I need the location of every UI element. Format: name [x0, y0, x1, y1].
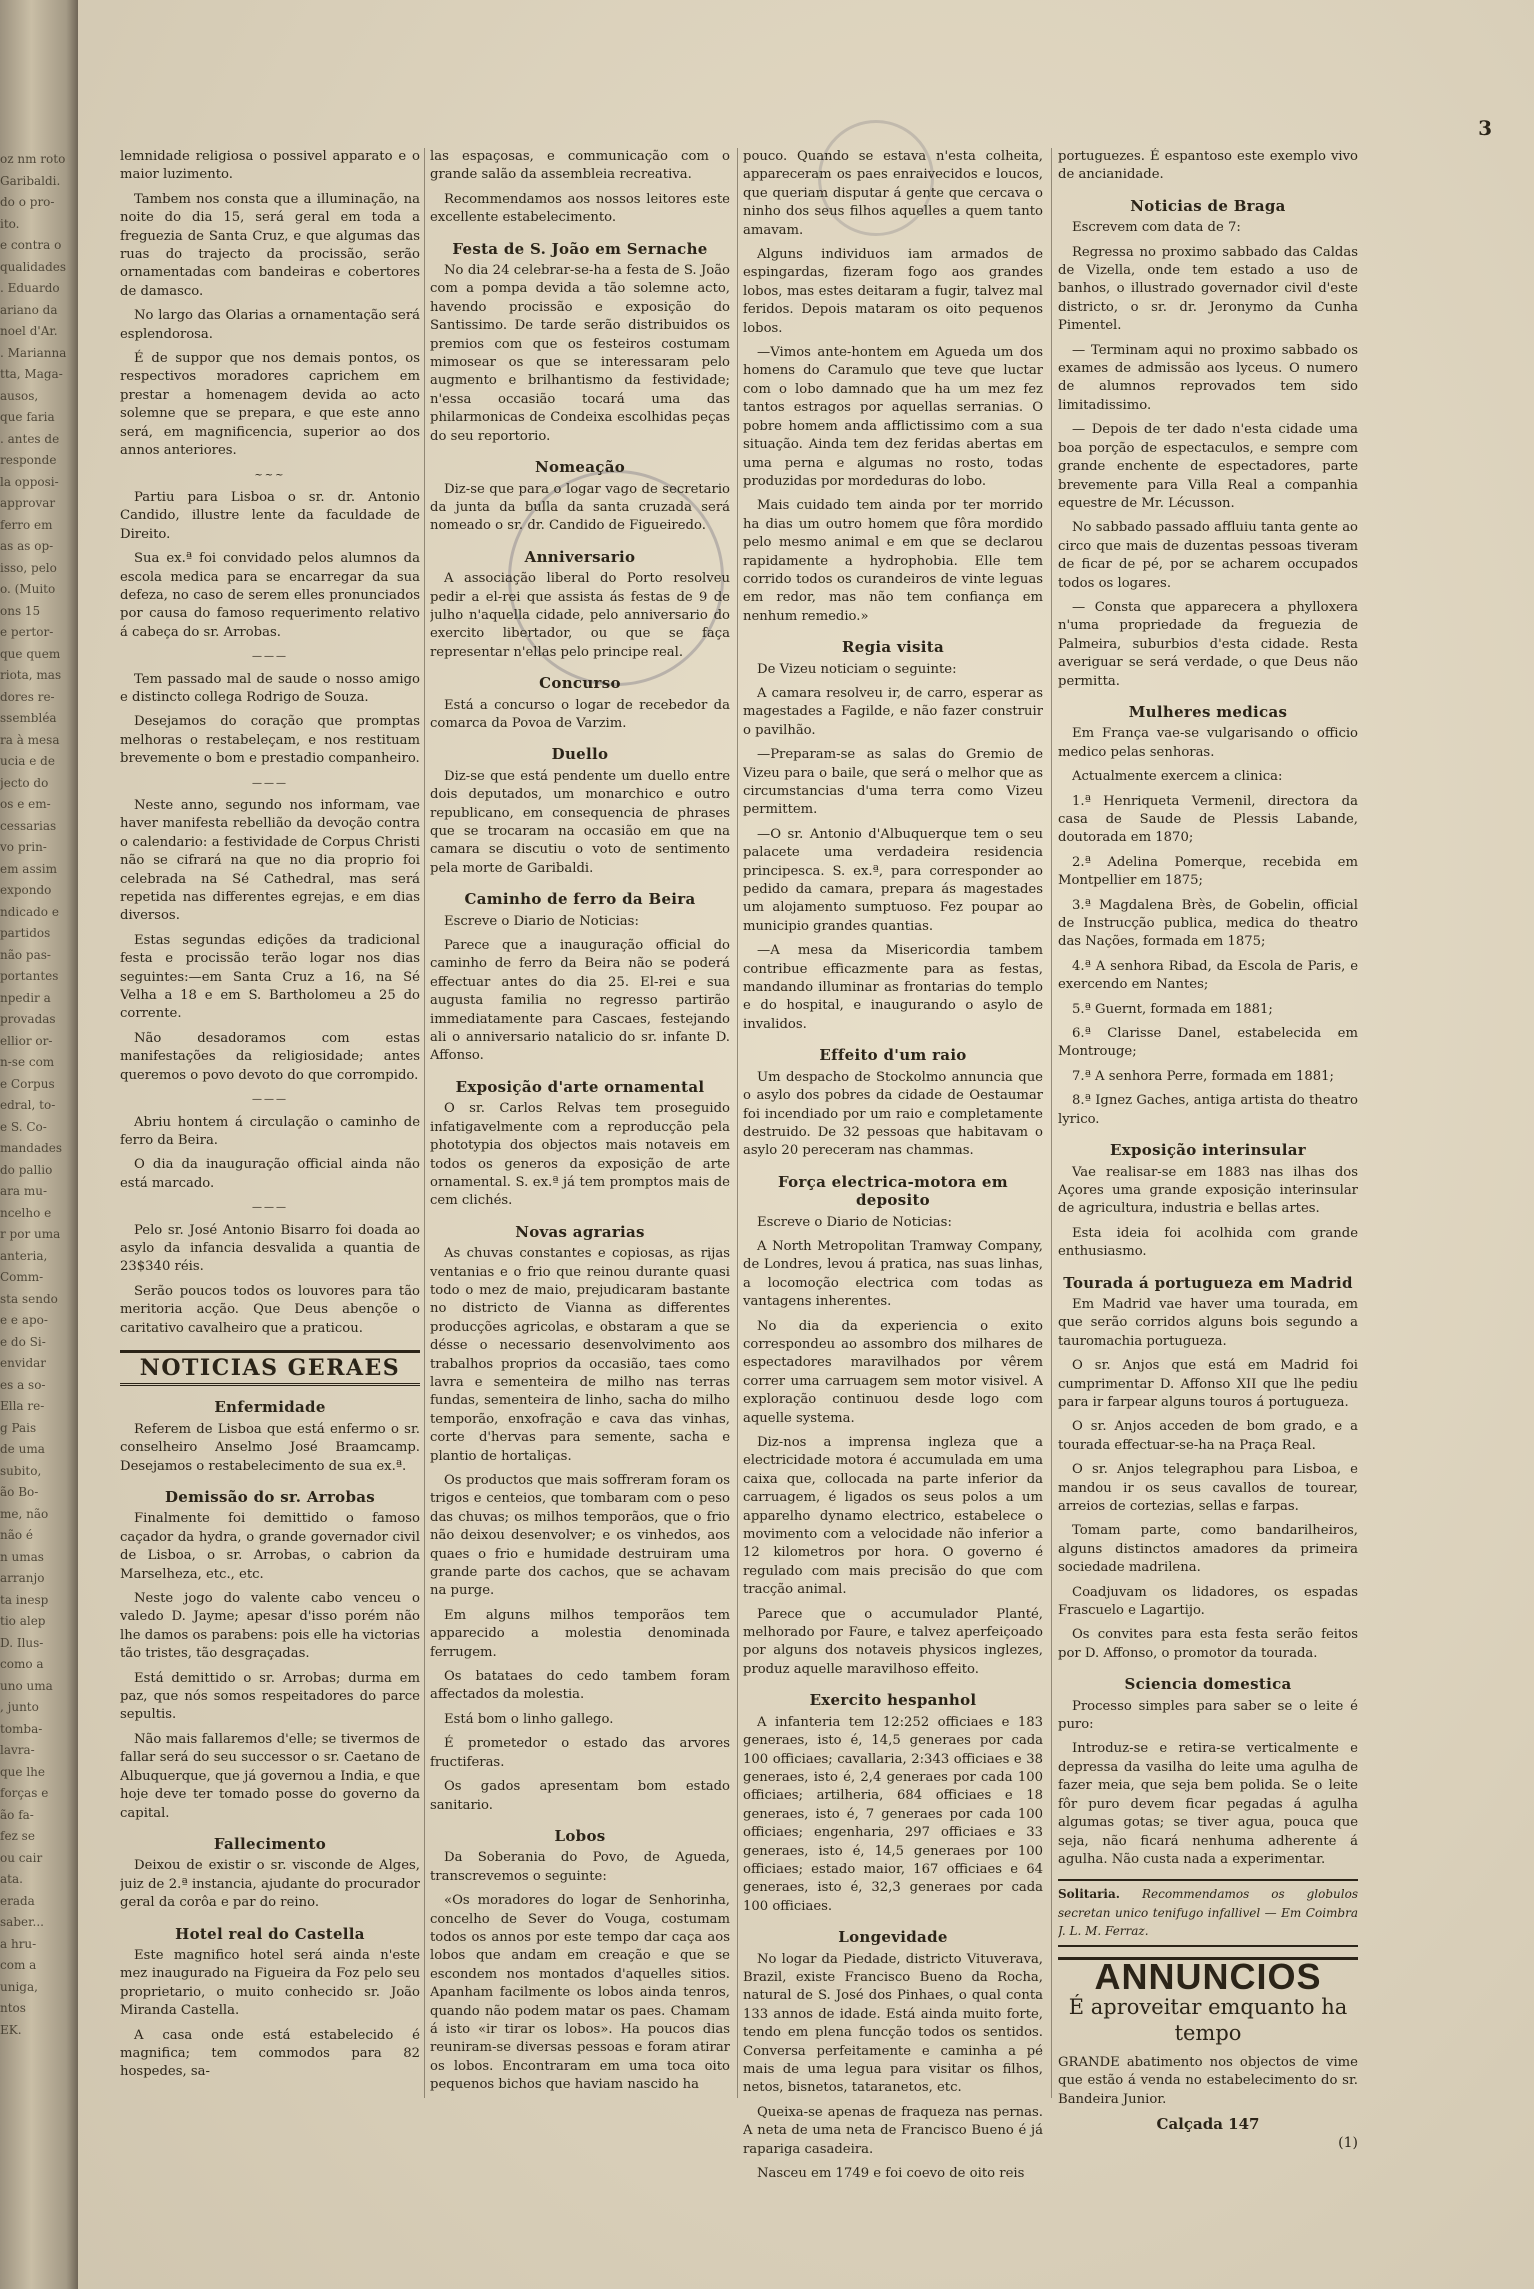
column-rule: [424, 148, 425, 2098]
article-paragraph: Tem passado mal de saude o nosso amigo e distincto collega Rodrigo de Souza.: [120, 671, 420, 705]
article-paragraph: Mais cuidado tem ainda por ter morrido ha dias um outro homem que fôra mordido pelo mesmo animal e em que se declarou rapidamente a hydrophobia. Elle tem corrido todos os curandeiros de vinte leguas em redor, mas não tem confiança em nenhum remedio.»: [743, 498, 1043, 624]
spine-text-fragment: ta inesp: [0, 1592, 49, 1607]
spine-text-fragment: e Corpus: [0, 1076, 55, 1091]
spine-text-fragment: subito,: [0, 1463, 42, 1478]
doctor-list-item: 4.ª A senhora Ribad, da Escola de Paris, e exercendo em Nantes;: [1058, 958, 1358, 993]
article-paragraph: Sua ex.ª foi convidado pelos alumnos da escola medica para se encarregar da sua defeza, no caso de serem elles pronunciados por causa do famoso requerimento relativo á cabeça do sr. Arrobas.: [120, 551, 420, 640]
newspaper-page: [78, 0, 1534, 2289]
article-paragraph: Vae realisar-se em 1883 nas ilhas dos Açores uma grande exposição interinsular de agricultura, industria e bellas artes.: [1058, 1164, 1358, 1217]
spine-text-fragment: os e em-: [0, 797, 51, 811]
article-paragraph: —O sr. Antonio d'Albuquerque tem o seu palacete uma verdadeira residencia principesca. S. ex.ª, para corresponder ao pedido da camara, prepara ás magestades um alojamento sumptuoso. Fez poupar ao municipio grandes quantias.: [743, 826, 1043, 934]
spine-text-fragment: em assim: [0, 861, 57, 876]
spine-text-fragment: responde: [0, 453, 57, 467]
article-paragraph: O sr. Carlos Relvas tem proseguido infatigavelmente com a reproducção pela phototypia dos objectos mais notaveis em todos os generos da exposição de arte ornamental. S. ex.ª já tem promptos mais de cem clichés.: [430, 1101, 730, 1209]
spine-text-fragment: noel d'Ar.: [0, 324, 58, 338]
article-paragraph: No sabbado passado affluiu tanta gente ao circo que mais de duzentas pessoas tiveram de ficar de pé, por se acharem occupados todos os logares.: [1058, 520, 1358, 591]
spine-text-fragment: com a: [0, 1958, 37, 1972]
article-heading: Duello: [551, 745, 609, 764]
spine-text-fragment: . Marianna: [0, 345, 67, 360]
column-2: [430, 148, 730, 2268]
spine-text-fragment: tta, Maga-: [0, 367, 63, 381]
spine-text-fragment: ons 15: [0, 603, 41, 618]
article-paragraph: Está bom o linho gallego.: [444, 1711, 614, 1727]
spine-text-fragment: ellior or-: [0, 1033, 53, 1048]
annuncios-header: ANNUNCIOS: [1058, 1957, 1358, 1986]
article-heading: Regia visita: [842, 638, 944, 657]
spine-text-fragment: tio alep: [0, 1614, 46, 1628]
article-paragraph: É prometedor o estado das arvores fructiferas.: [430, 1736, 730, 1770]
column-rule: [737, 148, 738, 2098]
article-paragraph: Escreve o Diario de Noticias:: [444, 913, 639, 929]
separator: ———: [252, 777, 288, 789]
spine-text-fragment: EK.: [0, 2022, 22, 2037]
spine-text-fragment: n umas: [0, 1549, 44, 1564]
spine-text-fragment: que lhe: [0, 1764, 45, 1779]
article-paragraph: Queixa-se apenas de fraqueza nas pernas. A neta de uma neta de Francisco Bueno é já rapariga casadeira.: [743, 2104, 1043, 2157]
separator: ~~~: [254, 469, 286, 481]
separator: ———: [252, 1094, 288, 1106]
article-paragraph: Não desadoramos com estas manifestações da religiosidade; antes queremos o povo devoto do que corrompido.: [120, 1030, 420, 1083]
spine-text-fragment: e contra o: [0, 238, 62, 252]
column-1: [120, 148, 420, 2268]
spine-text-fragment: la opposi-: [0, 474, 59, 489]
article-paragraph: — Terminam aqui no proximo sabbado os exames de admissão aos lyceus. O numero de alumnos reprovados tem sido limitadissimo.: [1058, 342, 1358, 413]
article-paragraph: Processo simples para saber se o leite é puro:: [1058, 1698, 1358, 1733]
spine-text-fragment: isso, pelo: [0, 560, 57, 575]
spine-text-fragment: ra à mesa: [0, 732, 60, 747]
ad-number: (1): [1338, 2134, 1358, 2151]
spine-text-fragment: ou cair: [0, 1850, 43, 1865]
article-paragraph: Coadjuvam os lidadores, os espadas Frascuelo e Lagartijo.: [1058, 1584, 1358, 1619]
article-paragraph: A casa onde está estabelecido é magnifica; tem commodos para 82 hospedes, sa-: [120, 2027, 420, 2080]
doctor-list-item: 1.ª Henriqueta Vermenil, directora da casa de Saude de Plessis Labande, doutorada em 1870;: [1058, 793, 1358, 846]
solitaria-notice: [1058, 1879, 1358, 1946]
spine-text-fragment: e pertor-: [0, 625, 54, 639]
spine-text-fragment: o. (Muito: [0, 582, 56, 596]
article-paragraph: Alguns individuos iam armados de espingardas, fizeram fogo aos grandes lobos, mas estes deitaram a fugir, talvez mal feridos. Depois mataram os oito pequenos lobos.: [743, 247, 1043, 336]
spine-text-fragment: jecto do: [0, 775, 49, 790]
spine-text-fragment: ão Bo-: [0, 1485, 39, 1499]
article-paragraph: No largo das Olarias a ornamentação será esplendorosa.: [120, 308, 420, 342]
article-paragraph: A infanteria tem 12:252 officiaes e 183 generaes, isto é, 14,5 generaes por cada 100 officiaes; cavallaria, 2:343 officiaes e 38 generaes, isto é, 2,4 generaes por cada 100 officiaes; artilheria, 684 officiaes e 18 generaes, isto é, 7 generaes por cada 100 officiaes; engenharia, 297 officiaes e 33 generaes, isto é, 14,5 generaes por 100 officiaes; estado maior, 167 officiaes e 64 generaes, isto é, 32,3 generaes por cada 100 officiaes.: [743, 1714, 1043, 1914]
ad-address: Calçada 147: [1156, 2115, 1260, 2134]
spine-text-fragment: ntos: [0, 2001, 26, 2015]
spine-text-fragment: edral, to-: [0, 1098, 56, 1112]
spine-text-fragment: expondo: [0, 883, 52, 897]
article-paragraph: Parece que o accumulador Planté, melhorado por Faure, e talvez aperfeiçoado por alguns dos notaveis physicos inglezes, produz aquelle maravilhoso effeito.: [743, 1606, 1043, 1677]
article-heading: Enfermidade: [214, 1398, 326, 1417]
spine-text-fragment: me, não: [0, 1506, 49, 1521]
spine-text-fragment: e do Si-: [0, 1334, 46, 1349]
spine-text-fragment: e S. Co-: [0, 1119, 47, 1134]
column-3: [743, 148, 1043, 2268]
article-paragraph: Diz-se que para o logar vago de secretario da junta da bulla da santa cruzada será nomeado o sr. dr. Candido de Figueiredo.: [430, 481, 730, 534]
article-paragraph: —A mesa da Misericordia tambem contribue efficazmente para as festas, mandando illuminar as frontarias do templo e do hospital, e inaugurando o asylo de invalidos.: [743, 943, 1043, 1032]
spine-text-fragment: cessarias: [0, 818, 57, 833]
article-paragraph: — Depois de ter dado n'esta cidade uma boa porção de espectaculos, e sempre com grande enchente de espectadores, parte brevemente para Villa Real a companhia equestre de Mr. Lécusson.: [1058, 422, 1358, 511]
spine-text-fragment: . Eduardo: [0, 281, 60, 295]
spine-text-fragment: approvar: [0, 496, 56, 510]
article-paragraph: Partiu para Lisboa o sr. dr. Antonio Candido, illustre lente da faculdade de Direito.: [120, 489, 420, 542]
spine-text-fragment: que faria: [0, 410, 55, 424]
article-paragraph: Actualmente exercem a clinica:: [1072, 769, 1283, 785]
doctor-list-item: 3.ª Magdalena Brès, de Gobelin, official de Instrucção publica, medica do theatro das Nações, formada em 1875;: [1058, 897, 1358, 950]
article-paragraph: Desejamos do coração que promptas melhoras o restabeleçam, e nos restituam brevemente o bom e prestadio companheiro.: [120, 714, 420, 767]
article-paragraph: A associação liberal do Porto resolveu pedir a el-rei que assista ás festas de 9 de julho n'aquella cidade, pelo anniversario do exercito libertador, ou que se faça representar n'ellas pelo principe real.: [430, 571, 730, 660]
spine-text-fragment: ito.: [0, 216, 20, 231]
article-paragraph: Está demittido o sr. Arrobas; durma em paz, que nós somos respeitadores do parce sepultis.: [120, 1670, 420, 1723]
article-paragraph: Este magnifico hotel será ainda n'este mez inaugurado na Figueira da Foz pelo seu proprietario, o muito conhecido sr. João Miranda Castella.: [120, 1947, 420, 2019]
spine-text-fragment: anteria,: [0, 1248, 48, 1263]
article-paragraph: Neste anno, segundo nos informam, vae haver manifesta rebellião da devoção contra o calendario: a festividade de Corpus Christi não se cifrará na que no dia proprio foi celebrada na Sé Cathedral, mas será repetida nas differentes egrejas, e em dias diversos.: [120, 798, 420, 924]
spine-text-fragment: envidar: [0, 1356, 47, 1370]
doctor-list-item: 5.ª Guernt, formada em 1881;: [1072, 1001, 1273, 1017]
spine-text-fragment: provadas: [0, 1012, 56, 1026]
article-paragraph: pouco. Quando se estava n'esta colheita, appareceram os paes enraivecidos e loucos, que queriam disputar á gente que cercava o ninho dos seus filhos aquelles a quem tanto amavam.: [743, 149, 1043, 238]
spine-text-fragment: ferro em: [0, 517, 53, 532]
article-paragraph: Em Madrid vae haver uma tourada, em que serão corridos alguns bois segundo a tauromachia portugueza.: [1058, 1296, 1358, 1349]
spine-text-fragment: de uma: [0, 1442, 45, 1456]
article-paragraph: Recommendamos aos nossos leitores este excellente estabelecimento.: [430, 191, 730, 226]
spine-text-fragment: g Pais: [0, 1420, 37, 1435]
spine-text-fragment: ão fa-: [0, 1807, 34, 1822]
article-paragraph: Serão poucos todos os louvores para tão meritoria acção. Que Deus abençõe o caritativo cavalheiro que a praticou.: [120, 1283, 420, 1336]
spine-text-fragment: como a: [0, 1657, 44, 1671]
spine-text-fragment: es a so-: [0, 1377, 46, 1392]
spine-text-fragment: ariano da: [0, 302, 58, 317]
article-paragraph: Tambem nos consta que a illuminação, na noite do dia 15, será geral em toda a freguezia de Santa Cruz, e que algumas das ruas do trajecto da procissão, serão ornamentadas com bandeiras e cobertores de damasco.: [120, 191, 420, 299]
article-paragraph: —Preparam-se as salas do Gremio de Vizeu para o baile, que será o melhor que as circumstancias d'uma terra como Vizeu permittem.: [743, 747, 1043, 818]
spine-text-fragment: lavra-: [0, 1743, 35, 1757]
article-heading: Concurso: [539, 674, 621, 693]
article-paragraph: Um despacho de Stockolmo annuncia que o asylo dos pobres da cidade de Oestaumar foi incendiado por um raio e completamente destruido. De 32 pessoas que habitavam o asylo 20 pereceram nas chammas.: [743, 1069, 1043, 1159]
spine-text-fragment: ssembléa: [0, 711, 57, 725]
spine-text-fragment: uno uma: [0, 1678, 53, 1693]
spine-text-fragment: arranjo: [0, 1571, 45, 1585]
doctors-list: [1058, 793, 1358, 1130]
spine-text-fragment: . antes de: [0, 431, 60, 446]
doctor-list-item: 8.ª Ignez Gaches, antiga artista do theatro lyrico.: [1058, 1093, 1358, 1127]
article-paragraph: Introduz-se e retira-se verticalmente e depressa da vasilha do leite uma agulha de fazer meia, que seja bem polida. Se o leite fôr puro devem ficar pegadas á agulha algumas gotas; se tiver agua, pouca que seja, não ficará nenhuma adherente á agulha. Não custa nada a experimentar.: [1058, 1741, 1358, 1867]
spine-text-fragment: que quem: [0, 646, 61, 661]
spine-text-fragment: portantes: [0, 969, 59, 983]
spine-text-fragment: Ella re-: [0, 1399, 45, 1413]
article-paragraph: — Consta que apparecera a phylloxera n'uma propriedade da freguezia de Palmeira, suburbios d'esta cidade. Resta averiguar se será verdade, o que Deus não permitta.: [1058, 599, 1358, 689]
spine-text-fragment: ara mu-: [0, 1184, 48, 1198]
spine-text-fragment: vo prin-: [0, 840, 47, 854]
article-paragraph: Da Soberania do Povo, de Agueda, transcrevemos o seguinte:: [430, 1850, 730, 1884]
separator: ———: [252, 651, 288, 663]
article-paragraph: Neste jogo do valente cabo venceu o valedo D. Jayme; apesar d'isso porém não lhe damos os parabens: pois elle ha victorias tão tristes, tão desgraçadas.: [120, 1591, 420, 1662]
article-heading: Fallecimento: [213, 1834, 327, 1853]
spine-text-fragment: partidos: [0, 926, 51, 940]
article-paragraph: Não mais fallaremos d'elle; se tivermos de fallar será do seu successor o sr. Caetano de Albuquerque, que já governou a India, e que hoje deve ter tomado posse do governo da capital.: [120, 1731, 420, 1821]
spine-text-fragment: uniga,: [0, 1979, 38, 1994]
spine-text-fragment: não pas-: [0, 947, 51, 962]
article-paragraph: «Os moradores do logar de Senhorinha, concelho de Sever do Vouga, costumam todos os annos por este tempo dar caça aos lobos que andam em creação e que se escondem nos montados d'aquelles sitios. Apanham facilmente os lobos ainda tenros, quando não podem matar os paes. Chamam á isto «ir tirar os lobos». Ha poucos dias reuniram-se diversas pessoas e foram atirar os lobos. Encontraram em uma toca oito pequenos bichos que haviam nascido ha: [430, 1893, 730, 2093]
spine-text-fragment: e e apo-: [0, 1313, 48, 1327]
doctor-list-item: 2.ª Adelina Pomerque, recebida em Montpellier em 1875;: [1058, 854, 1358, 889]
ad-text: GRANDE abatimento nos objectos de vime que estão á venda no estabelecimento do sr. Bandeira Junior.: [1058, 2054, 1358, 2107]
article-paragraph: No dia 24 celebrar-se-ha a festa de S. João com a pompa devida a tão solemne acto, havendo procissão e exposição do Santissimo. De tarde serão distribuidos os premios com que os festeiros costumam mimosear os que se interessaram pelo augmento e brilhantismo da festividade; n'essa occasião tocará uma das philarmonicas de Condeixa escolhidas peças do seu reportorio.: [430, 263, 730, 444]
article-heading: Demissão do sr. Arrobas: [164, 1488, 376, 1506]
spine-text-fragment: fez se: [0, 1829, 35, 1843]
article-paragraph: Os gados apresentam bom estado sanitario.: [430, 1779, 730, 1813]
article-paragraph: Em França vae-se vulgarisando o officio medico pelas senhoras.: [1058, 726, 1358, 760]
spine-text-fragment: do pallio: [0, 1162, 53, 1177]
article-paragraph: Nasceu em 1749 e foi coevo de oito reis: [757, 2166, 1025, 2182]
spine-text-fragment: qualidades: [0, 259, 67, 274]
spine-text-fragment: Garibaldi.: [0, 173, 61, 188]
article-heading: Longevidade: [838, 1928, 948, 1947]
article-heading: Effeito d'um raio: [819, 1046, 967, 1065]
article-paragraph: lemnidade religiosa o possivel apparato e o maior luzimento.: [120, 149, 420, 183]
article-paragraph: Em alguns milhos temporãos tem apparecido a molestia denominada ferrugem.: [430, 1607, 730, 1660]
article-paragraph: Tomam parte, como bandarilheiros, alguns distinctos amadores da primeira sociedade madrilena.: [1058, 1523, 1358, 1576]
article-heading: Sciencia domestica: [1124, 1675, 1292, 1694]
article-paragraph: Esta ideia foi acolhida com grande enthusiasmo.: [1058, 1225, 1358, 1260]
spine-text-fragment: oz nm roto: [0, 152, 66, 166]
article-paragraph: Os batataes do cedo tambem foram affectados da molestia.: [430, 1669, 730, 1703]
spine-text-fragment: ata.: [0, 1872, 23, 1886]
spine-text-fragment: D. Ilus-: [0, 1635, 44, 1650]
article-paragraph: Estas segundas edições da tradicional festa e procissão terão logar nos dias seguintes:—em Santa Cruz a 16, na Sé Velha a 18 e em S. Bartholomeu a 25 do corrente.: [120, 932, 420, 1022]
article-paragraph: É de suppor que nos demais pontos, os respectivos moradores caprichem em prestar a homenagem devida ao acto solemne que se prepara, e que este anno será, em magnificencia, superior ao dos annos anteriores.: [120, 351, 420, 459]
article-paragraph: Abriu hontem á circulação o caminho de ferro da Beira.: [120, 1114, 420, 1148]
article-paragraph: No logar da Piedade, districto Vituverava, Brazil, existe Francisco Bueno da Rocha, natural de S. José dos Pinhaes, o qual conta 133 annos de idade. Está ainda muito forte, tendo em plena funcção todos os sentidos. Conversa perfeitamente e caminha a pé mais de uma legua para visitar os filhos, netos, bisnetos, tataranetos, etc.: [743, 1951, 1043, 2096]
spine-text-fragment: ndicado e: [0, 904, 59, 919]
article-paragraph: —Vimos ante-hontem em Agueda um dos homens do Caramulo que teve que luctar com o lobo damnado que ha um mez fez tantos estragos por aquellas serranias. O pobre homem anda afflictissimo com a sua situação. Ainda tem dez feridas abertas em uma perna e algumas no rosto, todas produzidas por mordeduras do lobo.: [743, 345, 1043, 489]
article-heading: Exercito hespanhol: [809, 1691, 977, 1710]
article-heading: Noticias de Braga: [1130, 196, 1286, 215]
spine-text-fragment: n-se com: [0, 1055, 55, 1069]
spine-text-fragment: ncelho e: [0, 1205, 52, 1220]
article-paragraph: Está a concurso o logar de recebedor da comarca da Povoa de Varzim.: [430, 697, 730, 731]
spine-text-fragment: do o pro-: [0, 195, 55, 209]
article-paragraph: las espaçosas, e communicação com o grande salão da assembleia recreativa.: [430, 149, 730, 183]
section-header: NOTICIAS GERAES: [120, 1350, 420, 1386]
spine-text-fragment: a hru-: [0, 1936, 37, 1951]
article-paragraph: portuguezes. É espantoso este exemplo vivo de ancianidade.: [1058, 149, 1358, 183]
article-paragraph: Deixou de existir o sr. visconde de Alges, juiz de 2.ª instancia, ajudante do procurador geral da corôa e par do reino.: [120, 1858, 420, 1911]
spine-text-fragment: Comm-: [0, 1270, 44, 1284]
spine-text-fragment: riota, mas: [0, 668, 62, 682]
spine-text-fragment: npedir a: [0, 990, 51, 1005]
spine-text-fragment: erada: [0, 1893, 35, 1908]
article-heading: Exposição d'arte ornamental: [455, 1077, 705, 1096]
spine-text-fragment: não é: [0, 1528, 34, 1542]
article-paragraph: Finalmente foi demittido o famoso caçador da hydra, o grande governador civil de Lisboa, o sr. Arrobas, o cabrion da Marselheza, etc., etc.: [120, 1511, 420, 1582]
doctor-list-item: 7.ª A senhora Perre, formada em 1881;: [1072, 1068, 1334, 1084]
spine-text-fragment: , junto: [0, 1700, 39, 1714]
article-heading: Força electrica-motora em deposito: [778, 1172, 1008, 1210]
spine-text-fragment: ausos,: [0, 388, 39, 403]
article-paragraph: Escreve o Diario de Noticias:: [757, 1214, 952, 1230]
spine-text-fragment: mandades: [0, 1141, 63, 1155]
article-heading: Anniversario: [524, 547, 636, 566]
article-paragraph: De Vizeu noticiam o seguinte:: [757, 661, 957, 677]
separator: ———: [252, 1202, 288, 1214]
column-rule: [1051, 148, 1052, 2098]
article-paragraph: A camara resolveu ir, de carro, esperar as magestades a Fagilde, e não fazer construir o pavilhão.: [743, 685, 1043, 738]
ad-headline: É aproveitar emquanto ha tempo: [1068, 1994, 1348, 2045]
article-paragraph: Parece que a inauguração official do caminho de ferro da Beira não se poderá effectuar antes do dia 25. El-rei e sua augusta familia no regresso partirão immediatamente para Cascaes, festejando ali o anniversario natalicio do sr. infante D. Affonso.: [430, 938, 730, 1064]
solitaria-title: Solitaria.: [1058, 1887, 1120, 1902]
article-paragraph: As chuvas constantes e copiosas, as rijas ventanias e o frio que reinou durante quasi todo o mez de maio, prejudicaram bastante no districto de Vianna as differentes producções agricolas, e obstaram a que se désse o necessario desenvolvimento aos trabalhos proprios da occasião, taes como lavra e sementeira de milho nas terras fundas, sementeira de linho, sacha do milho temporão, enxofração e cava das vinhas, corte d'hervas para semente, sacha e plantio de hortaliças.: [430, 1246, 730, 1464]
article-paragraph: Os productos que mais soffreram foram os trigos e centeios, que tombaram com o peso das chuvas; os milhos temporãos, que o frio não deixou desenvolver; e os vinhedos, aos quaes o frio e humidade destruiram uma grande parte dos cachos, que se achavam na purge.: [430, 1473, 730, 1599]
column-4: [1058, 148, 1358, 2268]
article-heading: Novas agrarias: [515, 1222, 645, 1241]
adjacent-page-spine: [0, 0, 78, 2289]
article-heading: Exposição interinsular: [1110, 1141, 1306, 1160]
spine-text-fragment: as as op-: [0, 539, 54, 553]
article-paragraph: A North Metropolitan Tramway Company, de Londres, levou á pratica, nas suas linhas, a locomoção electrica com todas as vantagens inherentes.: [743, 1238, 1043, 1310]
article-paragraph: Diz-nos a imprensa ingleza que a electricidade motora é accumulada em uma caixa que, collocada na parte inferior da carruagem, é ligados os seus polos a um apparelho dynamo electrico, estabelece o movimento com a velocidade não inferior a 12 kilometros por hora. O governo é regulado com mais precisão do que com tracção animal.: [743, 1435, 1043, 1598]
article-paragraph: O sr. Anjos acceden de bom grado, e a tourada effectuar-se-ha na Praça Real.: [1058, 1419, 1358, 1453]
spine-text-fragment: dores re-: [0, 689, 55, 704]
spine-text-fragment: tomba-: [0, 1721, 43, 1736]
article-heading: Festa de S. João em Sernache: [452, 239, 708, 258]
article-heading: Caminho de ferro da Beira: [464, 890, 696, 909]
spine-text-fragment: sta sendo: [0, 1291, 58, 1306]
article-paragraph: Diz-se que está pendente um duello entre dois deputados, um monarchico e outro republicano, em consequencia de phrases que se trocaram na occasião em que na camara se discutiu o voto de sentimento pela morte de Garibaldi.: [430, 768, 730, 876]
spine-text-fragment: r por uma: [0, 1227, 61, 1241]
article-paragraph: O sr. Anjos telegraphou para Lisboa, e mandou ir os seus cavallos de tourear, arreios de cortezias, sellas e farpas.: [1058, 1462, 1358, 1514]
article-paragraph: Os convites para esta festa serão feitos por D. Affonso, o promotor da tourada.: [1058, 1627, 1358, 1661]
page-number: 3: [1478, 116, 1492, 140]
article-heading: Tourada á portugueza em Madrid: [1063, 1273, 1353, 1292]
solitaria-text: Recommendamos os globulos secretan unico tenifugo infallivel — Em Coimbra J. L. M. Ferraz.: [1058, 1887, 1358, 1939]
spine-text-fragment: saber...: [0, 1915, 44, 1929]
spine-text-fragment: forças e: [0, 1786, 49, 1800]
article-paragraph: O dia da inauguração official ainda não está marcado.: [120, 1157, 420, 1191]
spine-text-fragment: ucia e de: [0, 754, 55, 768]
article-paragraph: Pelo sr. José Antonio Bisarro foi doada ao asylo da infancia desvalida a quantia de 23$340 réis.: [120, 1222, 420, 1275]
article-heading: Lobos: [554, 1826, 606, 1845]
doctor-list-item: 6.ª Clarisse Danel, estabelecida em Montrouge;: [1058, 1026, 1358, 1060]
article-heading: Mulheres medicas: [1128, 702, 1288, 721]
article-paragraph: Regressa no proximo sabbado das Caldas de Vizella, onde tem estado a uso de banhos, o illustrado governador civil d'este districto, o sr. dr. Jeronymo da Cunha Pimentel.: [1058, 244, 1358, 334]
article-heading: Hotel real do Castella: [175, 1924, 365, 1943]
article-heading: Nomeação: [534, 458, 626, 477]
article-paragraph: Escrevem com data de 7:: [1072, 220, 1241, 236]
article-paragraph: Referem de Lisboa que está enfermo o sr. conselheiro Anselmo José Braamcamp. Desejamos o restabelecimento de sua ex.ª.: [120, 1421, 420, 1474]
article-paragraph: O sr. Anjos que está em Madrid foi cumprimentar D. Affonso XII que lhe pediu para ir farpear alguns touros á portugueza.: [1058, 1358, 1358, 1410]
article-paragraph: No dia da experiencia o exito correspondeu ao assombro dos milhares de espectadores maravilhados por vêrem correr uma carruagem sem motor visivel. A exploração continuou desde logo com aquelle systema.: [743, 1318, 1043, 1426]
